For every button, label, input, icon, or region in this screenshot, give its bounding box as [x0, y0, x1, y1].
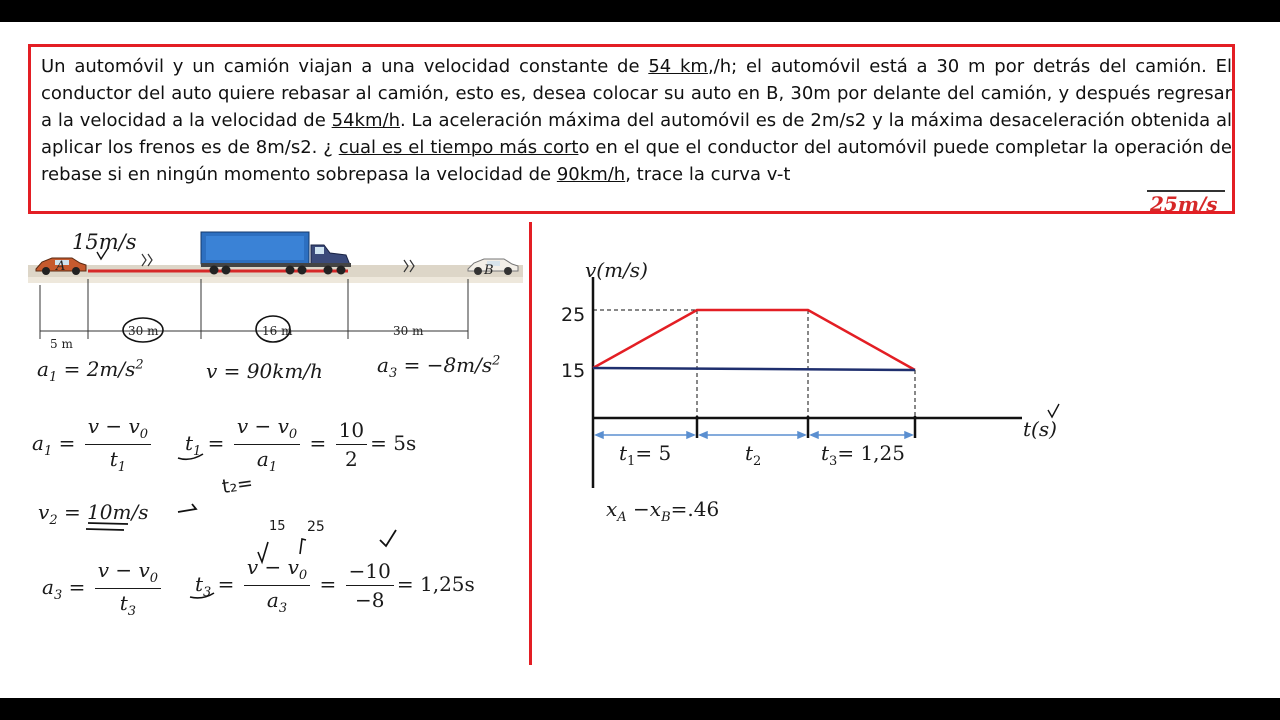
label-b: B [484, 263, 494, 278]
truck-velocity-line [593, 368, 915, 370]
eq-t3-solution: $t_3$ = $\frac{v - v_0}{a_3}$ = $\frac{-10}{-8}$ = 1,25s [195, 555, 475, 616]
eq-v2: $v_2 = 10m/s$ [38, 500, 149, 528]
handwritten-25ms: 25m/s [1150, 192, 1218, 216]
eq-a3-formula: $a_3$ = $\frac{v - v_0}{t_3}$ [42, 558, 164, 619]
handwritten-t2: t₂= [220, 471, 255, 499]
car-velocity-curve [593, 310, 915, 370]
eq-a1-given: $a_1 = 2m/s^2$ [37, 357, 144, 385]
eq-t1-solution: $t_1$ = $\frac{v - v_0}{a_1}$ = $\frac{10}{2}$ = 5s [185, 414, 417, 475]
underline-question: cual es el tiempo más cort [338, 137, 579, 158]
xa-minus-xb: $x_A -x_B=.46$ [606, 497, 720, 525]
t3-label: $t_3= 1,25$ [821, 441, 905, 469]
y-tick-25: 25 [561, 304, 586, 326]
page [0, 22, 1280, 698]
underline-54kmh-2: 54km/h [331, 110, 400, 131]
dim-5m: 5 m [50, 337, 73, 351]
eq-a1-formula: $a_1$ = $\frac{v - v_0}{t_1}$ [32, 414, 154, 475]
problem-text: Un automóvil y un camión viajan a una velocidad constante de 54 km,/h; el automóvil está a 30 m por detrás del camión. El conductor del auto quiere rebasar al camión, esto es, desea colocar su auto en B, 30m por delante del camión, y después regresar a la velocidad a la velocidad de 54km/h. La aceleración máxima del automóvil es de 2m/s2 y la máxima desaceleración obtenida al aplicar los frenos es de 8m/s2. ¿ cual es el tiempo más corto en el que el conductor del automóvil puede completar la operación de rebase si en ningún momento sobrepasa la velocidad de 90km/h, trace la curva v-t [41, 56, 1232, 185]
interval-arrows [596, 432, 912, 438]
dim-30m-left: 30 m [128, 324, 159, 338]
x-axis-label: t(s) [1023, 417, 1057, 441]
t2-label: $t_2$ [745, 441, 762, 469]
y-axis-label: v(m/s) [585, 258, 648, 282]
t1-label: $t_1= 5$ [619, 441, 672, 469]
speed-note-15ms: 15m/s [72, 230, 137, 254]
label-a: A [56, 259, 66, 274]
underline-54kmh: 54 km [648, 56, 708, 77]
eq-v-max: v = 90km/h [206, 359, 323, 383]
dim-30m-right: 30 m [393, 324, 424, 338]
handwritten-25: 25 [307, 519, 325, 535]
underline-90kmh: 90km/h [556, 164, 626, 185]
eq-a3-given: $a_3 = -8m/s^2$ [377, 353, 501, 381]
dim-16m: 16 m [262, 324, 293, 338]
y-tick-15: 15 [561, 360, 586, 382]
handwritten-check [1048, 404, 1059, 417]
handwritten-15: 15 [269, 519, 286, 534]
